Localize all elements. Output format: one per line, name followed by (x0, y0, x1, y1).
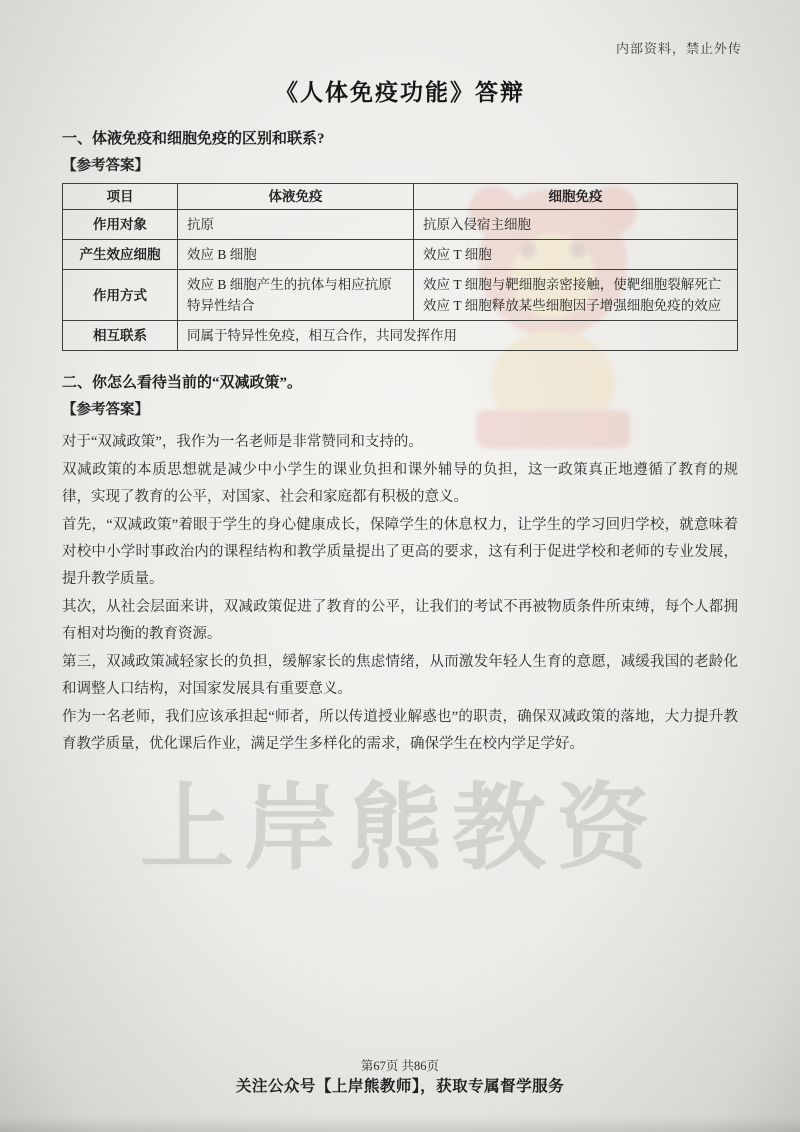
brand-watermark: 上岸熊教资 (139, 775, 660, 880)
row-label: 作用对象 (63, 210, 178, 240)
cell-humoral: 效应 B 细胞产生的抗体与相应抗原特异性结合 (178, 270, 414, 321)
table-row (63, 321, 738, 351)
paragraph: 第三，双减政策减轻家长的负担，缓解家长的焦虑情绪，从而激发年轻人生育的意愿，减缓我国的老龄化和调整人口结构，对国家发展具有重要意义。 (62, 654, 738, 697)
table-row (63, 270, 738, 321)
cell-cellular (414, 270, 738, 321)
answer-2-body (62, 429, 738, 758)
answer-label-2: 【参考答案】 (62, 402, 149, 418)
cell-humoral: 抗原 (178, 210, 414, 240)
table-row (63, 210, 738, 240)
paragraph: 首先，“双减政策”着眼于学生的身心健康成长，保障学生的休息权力，让学生的学习回归学校，就意味着对校中小学时事政治内的课程结构和教学质量提出了更高的要求，这有利于促进学校和老师的专业发展，提升教学质量。 (62, 517, 738, 587)
table-header-cellular: 细胞免疫 (414, 184, 738, 210)
row-label: 产生效应细胞 (63, 240, 178, 270)
paragraph: 双减政策的本质思想就是减少中小学生的课业负担和课外辅导的负担，这一政策真正地遵循了教育的规律，实现了教育的公平，对国家、社会和家庭都有积极的意义。 (62, 462, 738, 505)
confidential-note: 内部资料，禁止外传 (615, 41, 742, 56)
paragraph: 作为一名老师，我们应该承担起“师者，所以传道授业解惑也”的职责，确保双减政策的落地，大力提升教育教学质量，优化课后作业，满足学生多样化的需求，确保学生在校内学足学好。 (62, 709, 738, 752)
table-header-item: 项目 (63, 184, 178, 210)
table-header-humoral: 体液免疫 (178, 184, 414, 210)
row-label: 作用方式 (63, 270, 178, 321)
page-number: 第67页 共86页 (360, 1059, 440, 1073)
immunity-comparison-table (62, 183, 738, 351)
footer-promo: 关注公众号【上岸熊教师】，获取专属督学服务 (235, 1078, 565, 1095)
photo-edge-shade (0, 1116, 800, 1132)
table-header-row (63, 184, 738, 210)
table-row (63, 240, 738, 270)
answer-label-1: 【参考答案】 (62, 158, 149, 174)
cell-cellular-line1: 效应 T 细胞与靶细胞亲密接触，使靶细胞裂解死亡 (423, 277, 722, 292)
page-title: 《人体免疫功能》答辩 (275, 80, 525, 105)
paragraph: 对于“双减政策”，我作为一名老师是非常赞同和支持的。 (62, 434, 423, 450)
row-label: 相互联系 (63, 321, 178, 351)
question-1-heading: 一、体液免疫和细胞免疫的区别和联系? (62, 131, 325, 147)
cell-merged: 同属于特异性免疫，相互合作，共同发挥作用 (178, 321, 738, 351)
cell-cellular: 效应 T 细胞 (414, 240, 738, 270)
question-2-heading: 二、你怎么看待当前的“双减政策”。 (62, 375, 303, 391)
paragraph: 其次，从社会层面来讲，双减政策促进了教育的公平，让我们的考试不再被物质条件所束缚，每个人都拥有相对均衡的教育资源。 (62, 599, 738, 642)
cell-cellular-line2: 效应 T 细胞释放某些细胞因子增强细胞免疫的效应 (423, 298, 722, 313)
cell-cellular: 抗原入侵宿主细胞 (414, 210, 738, 240)
cell-humoral: 效应 B 细胞 (178, 240, 414, 270)
